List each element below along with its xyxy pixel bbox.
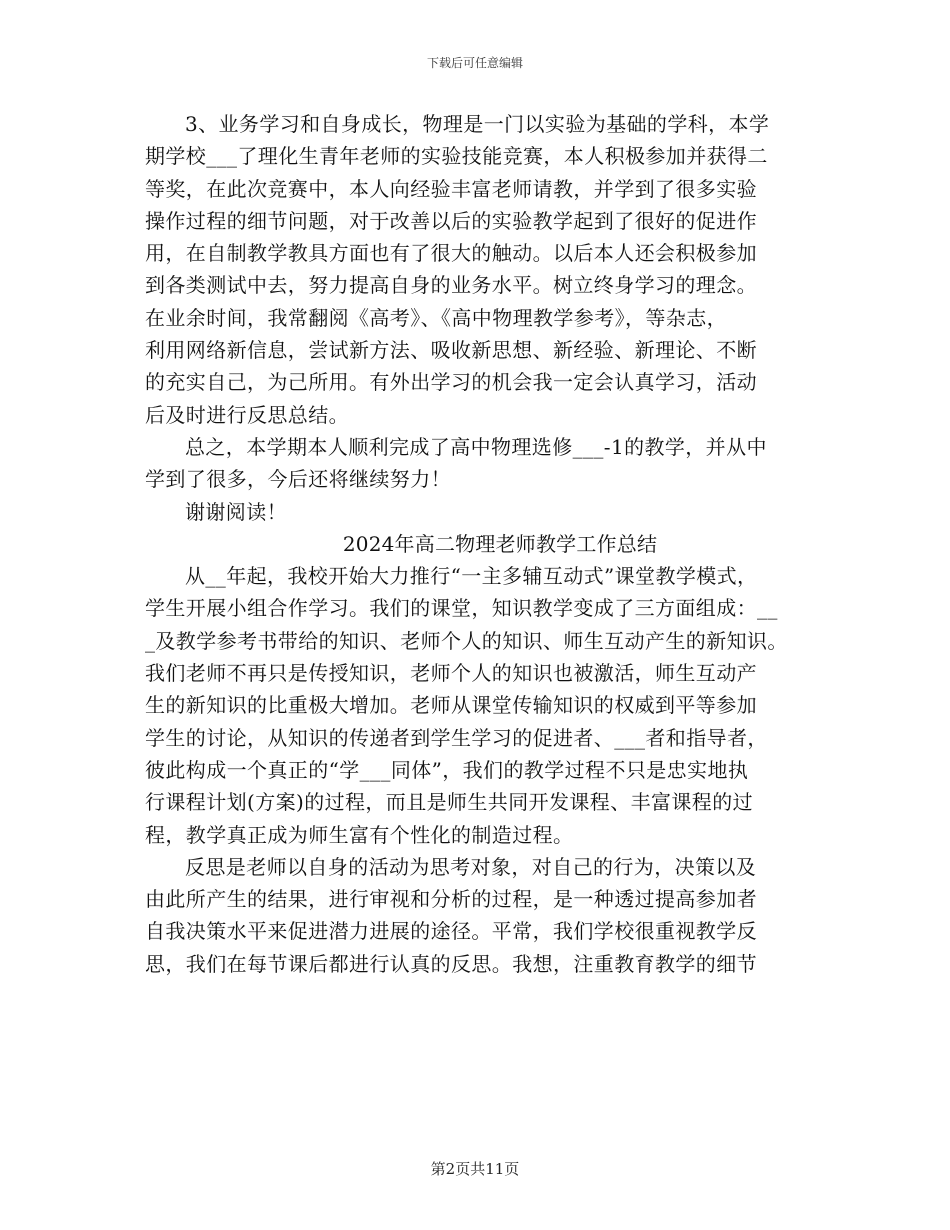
paragraph-line: 我们老师不再只是传授知识，老师个人的知识也被激活，师生互动产 [145,661,757,686]
closing-line: 谢谢阅读！ [185,499,287,524]
paragraph-line: 生的新知识的比重极大增加。老师从课堂传输知识的权威到平等参加 [145,693,757,718]
paragraph-line: 操作过程的细节问题，对于改善以后的实验教学起到了很好的促进作 [145,208,757,233]
paragraph-line: 彼此构成一个真正的“学___同体”，我们的教学过程不只是忠实地执 [145,757,749,782]
paragraph-line: 的充实自己，为己所用。有外出学习的机会我一定会认真学习，活动 [145,370,757,395]
paragraph-line: 学到了很多，今后还将继续努力！ [145,467,451,492]
section-title: 2024年高二物理老师教学工作总结 [342,531,658,556]
page-header: 下载后可任意编辑 [426,56,523,70]
paragraph-line: 期学校___了理化生青年老师的实验技能竞赛，本人积极参加并获得二 [145,144,768,169]
paragraph-line: 程，教学真正成为师生富有个性化的制造过程。 [145,822,574,847]
paragraph-line: 从__年起，我校开始大力推行“一主多辅互动式”课堂教学模式， [185,564,758,589]
paragraph-line: 利用网络新信息，尝试新方法、吸收新思想、新经验、新理论、不断 [145,338,757,363]
paragraph-line: 自我决策水平来促进潜力进展的途径。平常，我们学校很重视教学反 [145,919,757,944]
paragraph-line: 在业余时间，我常翻阅《高考》、《高中物理教学参考》，等杂志， [145,305,727,330]
paragraph-line: 思，我们在每节课后都进行认真的反思。我想，注重教育教学的细节 [145,951,757,976]
paragraph-line: 反思是老师以自身的活动为思考对象，对自己的行为，决策以及 [185,854,757,879]
page-number: 第2页共11页 [430,1160,520,1178]
paragraph-line: 3、业务学习和自身成长，物理是一门以实验为基础的学科，本学 [185,112,770,136]
paragraph-line: 等奖，在此次竞赛中，本人向经验丰富老师请教，并学到了很多实验 [145,176,757,201]
paragraph-line: 学生开展小组合作学习。我们的课堂，知识教学变成了三方面组成：__ [145,596,778,621]
paragraph-line: 到各类测试中去，努力提高自身的业务水平。树立终身学习的理念。 [145,273,757,298]
paragraph-line: 学生的讨论，从知识的传递者到学生学习的促进者、___者和指导者， [145,725,768,750]
paragraph-line: 总之，本学期本人顺利完成了高中物理选修___-1的教学，并从中 [185,434,767,459]
paragraph-line: 后及时进行反思总结。 [145,402,349,427]
document-body [145,108,815,980]
paragraph-line: 由此所产生的结果，进行审视和分析的过程，是一种透过提高参加者 [145,887,757,912]
paragraph-line: 用，在自制教学教具方面也有了很大的触动。以后本人还会积极参加 [145,241,757,266]
paragraph-line: 行课程计划(方案)的过程，而且是师生共同开发课程、丰富课程的过 [145,790,754,815]
paragraph-line: _及教学参考书带给的知识、老师个人的知识、师生互动产生的新知识。 [145,628,788,653]
